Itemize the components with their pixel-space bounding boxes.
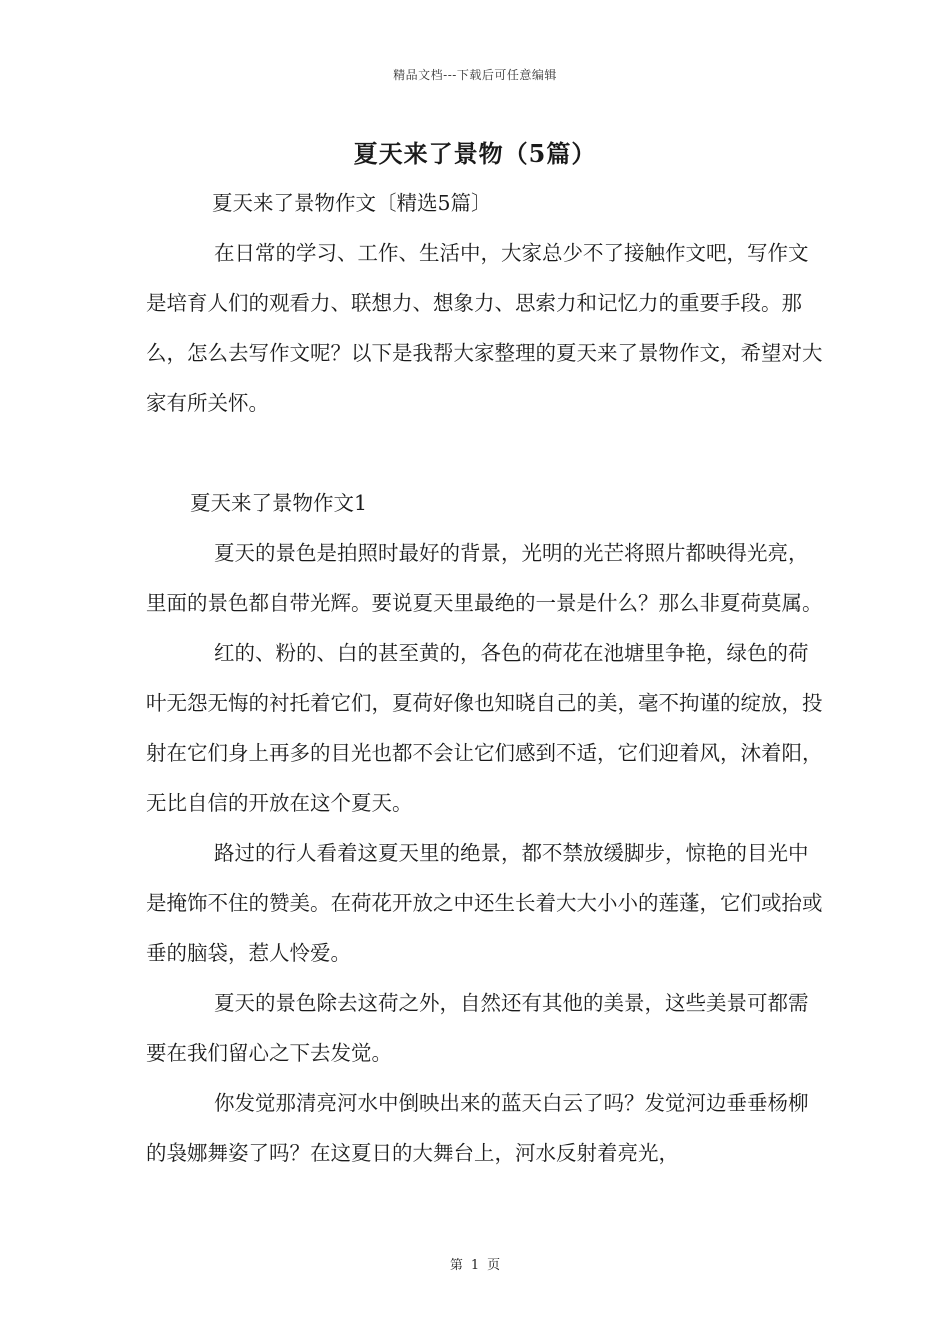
page-header: 精品文档---下载后可任意编辑 (393, 68, 557, 82)
page-number: 1 (470, 1258, 480, 1273)
paragraph-5: 你发觉那清亮河水中倒映出来的蓝天白云了吗？发觉河边垂垂杨柳的袅娜舞姿了吗？在这夏日的大舞台上，河水反射着亮光， (146, 1091, 809, 1165)
footer-prefix: 第 (449, 1258, 463, 1273)
paragraph-4: 夏天的景色除去这荷之外，自然还有其他的美景，这些美景可都需要在我们留心之下去发觉。 (146, 991, 809, 1065)
section-heading: 夏天来了景物作文1 (190, 491, 368, 515)
intro-paragraph: 在日常的学习、工作、生活中，大家总少不了接触作文吧，写作文是培育人们的观看力、联想力、想象力、思索力和记忆力的重要手段。那么，怎么去写作文呢？以下是我帮大家整理的夏天来了景物作文，希望对大家有所关怀。 (146, 241, 823, 415)
document-title: 夏天来了景物（5篇） (353, 139, 597, 168)
document-subtitle: 夏天来了景物作文〔精选5篇〕 (212, 191, 492, 215)
paragraph-3: 路过的行人看着这夏天里的绝景，都不禁放缓脚步，惊艳的目光中是掩饰不住的赞美。在荷花开放之中还生长着大大小小的莲蓬，它们或抬或垂的脑袋，惹人怜爱。 (146, 841, 823, 965)
intro-block (146, 228, 826, 428)
paragraph-1: 夏天的景色是拍照时最好的背景，光明的光芒将照片都映得光亮，里面的景色都自带光辉。要说夏天里最绝的一景是什么？那么非夏荷莫属。 (146, 541, 823, 615)
paragraph-2: 红的、粉的、白的甚至黄的，各色的荷花在池塘里争艳，绿色的荷叶无怨无悔的衬托着它们，夏荷好像也知晓自己的美，毫不拘谨的绽放，投射在它们身上再多的目光也都不会让它们感到不适，它们迎着风，沐着阳，无比自信的开放在这个夏天。 (146, 641, 823, 815)
essay-body (146, 528, 826, 1178)
page-footer (0, 1254, 950, 1273)
footer-suffix: 页 (487, 1258, 501, 1273)
